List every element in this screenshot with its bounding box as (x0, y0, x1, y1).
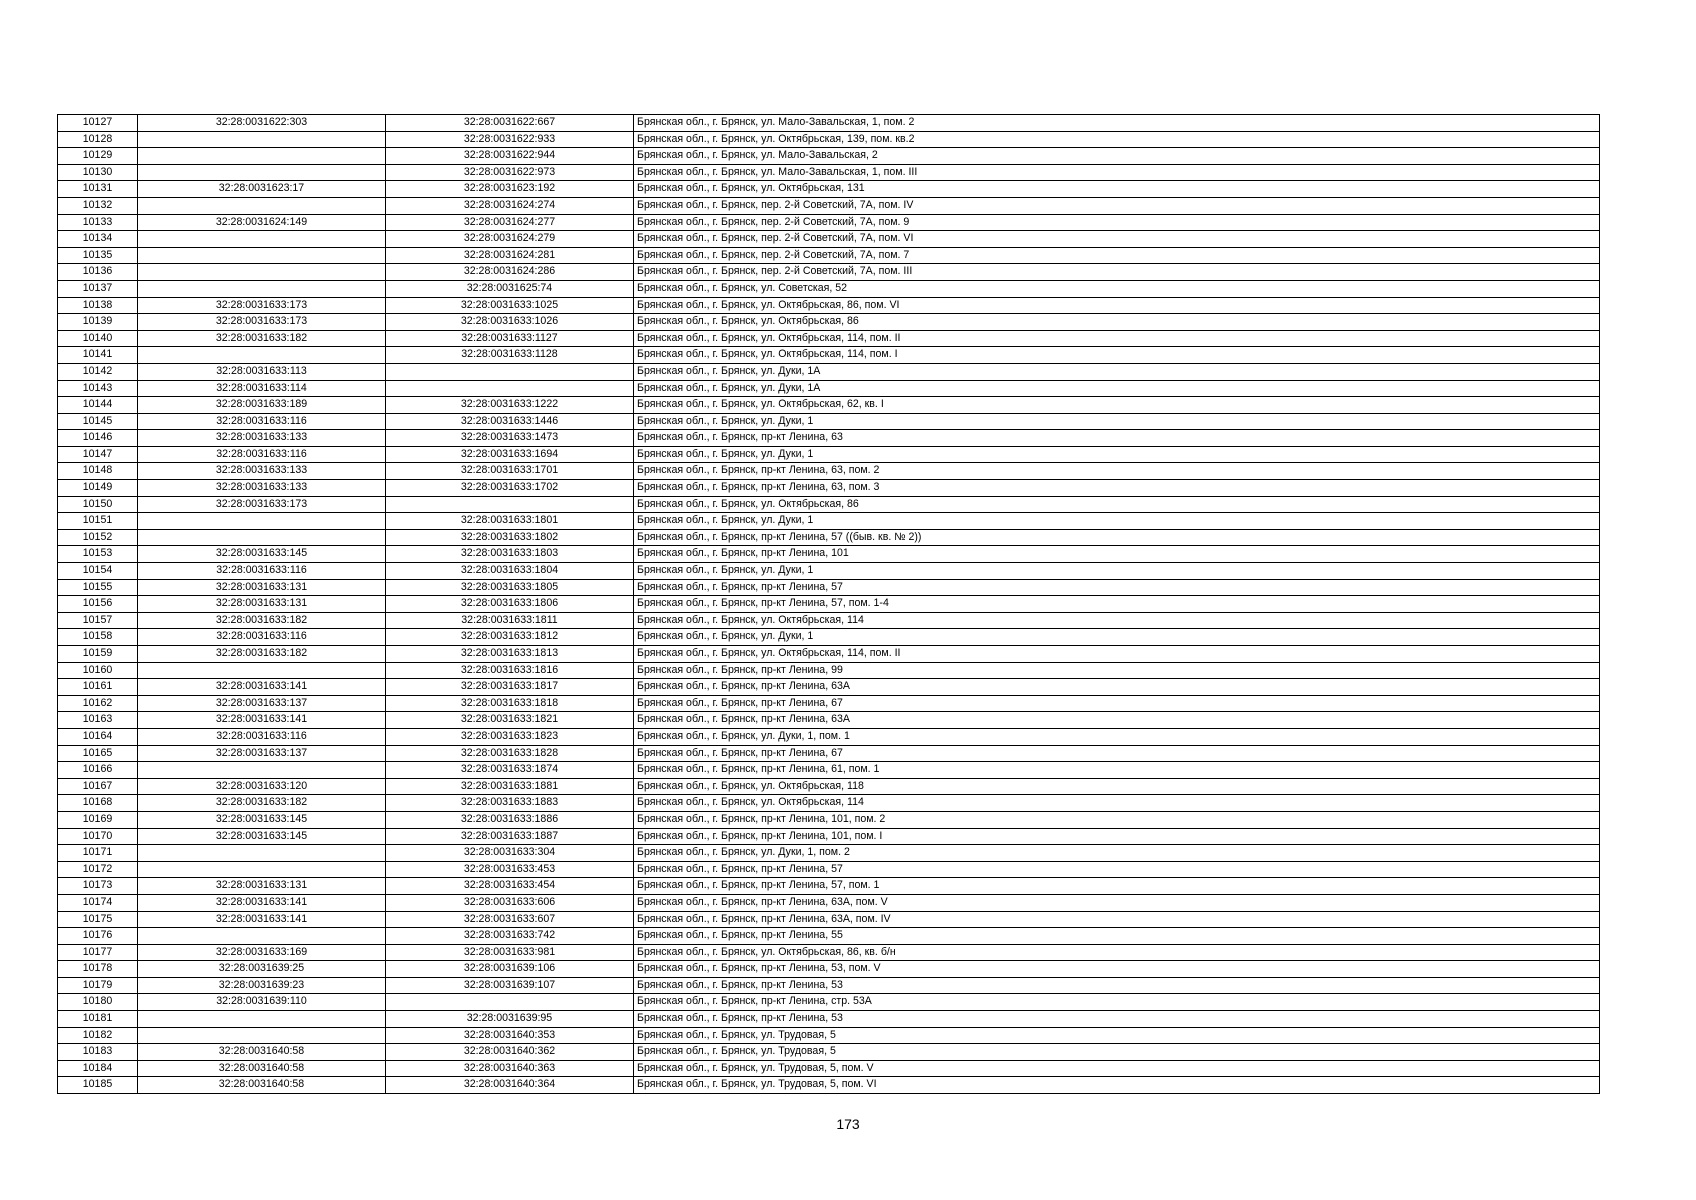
address-cell: Брянская обл., г. Брянск, ул. Дуки, 1 (634, 563, 1600, 580)
row-number-cell: 10157 (58, 612, 138, 629)
table-row (58, 463, 1600, 480)
table-row (58, 529, 1600, 546)
row-number-cell: 10143 (58, 380, 138, 397)
land-cadastral-number-cell: 32:28:0031633:141 (138, 712, 386, 729)
object-cadastral-number-cell: 32:28:0031633:1816 (386, 662, 634, 679)
row-number-cell: 10153 (58, 546, 138, 563)
land-cadastral-number-cell: 32:28:0031622:303 (138, 115, 386, 132)
row-number-cell: 10159 (58, 646, 138, 663)
table-row (58, 894, 1600, 911)
address-cell: Брянская обл., г. Брянск, пер. 2-й Советский, 7А, пом. VI (634, 231, 1600, 248)
object-cadastral-number-cell: 32:28:0031633:1127 (386, 330, 634, 347)
address-cell: Брянская обл., г. Брянск, ул. Октябрьская, 139, пом. кв.2 (634, 131, 1600, 148)
row-number-cell: 10175 (58, 911, 138, 928)
address-cell: Брянская обл., г. Брянск, ул. Октябрьская, 118 (634, 778, 1600, 795)
address-cell: Брянская обл., г. Брянск, ул. Дуки, 1 (634, 413, 1600, 430)
row-number-cell: 10155 (58, 579, 138, 596)
land-cadastral-number-cell: 32:28:0031633:173 (138, 297, 386, 314)
row-number-cell: 10178 (58, 961, 138, 978)
table-row (58, 878, 1600, 895)
land-cadastral-number-cell: 32:28:0031633:116 (138, 563, 386, 580)
cadastral-table (57, 114, 1600, 1094)
object-cadastral-number-cell (386, 363, 634, 380)
object-cadastral-number-cell: 32:28:0031624:286 (386, 264, 634, 281)
table-row (58, 363, 1600, 380)
row-number-cell: 10171 (58, 845, 138, 862)
land-cadastral-number-cell: 32:28:0031633:182 (138, 795, 386, 812)
table-row (58, 944, 1600, 961)
table-row (58, 546, 1600, 563)
land-cadastral-number-cell (138, 347, 386, 364)
table-row (58, 828, 1600, 845)
row-number-cell: 10132 (58, 197, 138, 214)
object-cadastral-number-cell: 32:28:0031633:1818 (386, 695, 634, 712)
row-number-cell: 10156 (58, 596, 138, 613)
address-cell: Брянская обл., г. Брянск, пр-кт Ленина, 57 (634, 579, 1600, 596)
address-cell: Брянская обл., г. Брянск, пр-кт Ленина, 57, пом. 1 (634, 878, 1600, 895)
address-cell: Брянская обл., г. Брянск, пр-кт Ленина, 67 (634, 695, 1600, 712)
row-number-cell: 10129 (58, 148, 138, 165)
table-row (58, 131, 1600, 148)
table-row (58, 264, 1600, 281)
table-row (58, 314, 1600, 331)
object-cadastral-number-cell: 32:28:0031624:279 (386, 231, 634, 248)
object-cadastral-number-cell: 32:28:0031633:1883 (386, 795, 634, 812)
address-cell: Брянская обл., г. Брянск, ул. Октябрьская, 131 (634, 181, 1600, 198)
table-row (58, 629, 1600, 646)
row-number-cell: 10166 (58, 762, 138, 779)
address-cell: Брянская обл., г. Брянск, пр-кт Ленина, 99 (634, 662, 1600, 679)
land-cadastral-number-cell: 32:28:0031633:141 (138, 679, 386, 696)
address-cell: Брянская обл., г. Брянск, ул. Дуки, 1А (634, 380, 1600, 397)
object-cadastral-number-cell: 32:28:0031633:1446 (386, 413, 634, 430)
object-cadastral-number-cell: 32:28:0031633:1874 (386, 762, 634, 779)
table-row (58, 330, 1600, 347)
object-cadastral-number-cell: 32:28:0031633:742 (386, 928, 634, 945)
table-row (58, 480, 1600, 497)
address-cell: Брянская обл., г. Брянск, пр-кт Ленина, 63А, пом. V (634, 894, 1600, 911)
row-number-cell: 10139 (58, 314, 138, 331)
row-number-cell: 10133 (58, 214, 138, 231)
address-cell: Брянская обл., г. Брянск, ул. Октябрьская, 86 (634, 496, 1600, 513)
table-row (58, 861, 1600, 878)
table-row (58, 695, 1600, 712)
land-cadastral-number-cell: 32:28:0031623:17 (138, 181, 386, 198)
table-row (58, 1044, 1600, 1061)
row-number-cell: 10164 (58, 728, 138, 745)
row-number-cell: 10177 (58, 944, 138, 961)
row-number-cell: 10179 (58, 977, 138, 994)
address-cell: Брянская обл., г. Брянск, пр-кт Ленина, 63, пом. 3 (634, 480, 1600, 497)
address-cell: Брянская обл., г. Брянск, пр-кт Ленина, 63 (634, 430, 1600, 447)
object-cadastral-number-cell: 32:28:0031625:74 (386, 280, 634, 297)
land-cadastral-number-cell (138, 861, 386, 878)
address-cell: Брянская обл., г. Брянск, пр-кт Ленина, 57 (634, 861, 1600, 878)
land-cadastral-number-cell: 32:28:0031633:114 (138, 380, 386, 397)
address-cell: Брянская обл., г. Брянск, пер. 2-й Советский, 7А, пом. 9 (634, 214, 1600, 231)
land-cadastral-number-cell: 32:28:0031633:145 (138, 828, 386, 845)
address-cell: Брянская обл., г. Брянск, ул. Мало-Завальская, 1, пом. III (634, 164, 1600, 181)
object-cadastral-number-cell: 32:28:0031633:1222 (386, 397, 634, 414)
row-number-cell: 10168 (58, 795, 138, 812)
table-row (58, 1077, 1600, 1094)
object-cadastral-number-cell: 32:28:0031640:362 (386, 1044, 634, 1061)
address-cell: Брянская обл., г. Брянск, ул. Октябрьская, 114, пом. I (634, 347, 1600, 364)
land-cadastral-number-cell: 32:28:0031633:182 (138, 330, 386, 347)
object-cadastral-number-cell: 32:28:0031633:607 (386, 911, 634, 928)
table-row (58, 1011, 1600, 1028)
row-number-cell: 10131 (58, 181, 138, 198)
row-number-cell: 10151 (58, 513, 138, 530)
land-cadastral-number-cell: 32:28:0031633:116 (138, 728, 386, 745)
object-cadastral-number-cell: 32:28:0031633:1881 (386, 778, 634, 795)
land-cadastral-number-cell: 32:28:0031633:173 (138, 496, 386, 513)
address-cell: Брянская обл., г. Брянск, ул. Дуки, 1А (634, 363, 1600, 380)
row-number-cell: 10134 (58, 231, 138, 248)
land-cadastral-number-cell: 32:28:0031639:23 (138, 977, 386, 994)
land-cadastral-number-cell: 32:28:0031640:58 (138, 1060, 386, 1077)
object-cadastral-number-cell: 32:28:0031633:453 (386, 861, 634, 878)
table-row (58, 197, 1600, 214)
address-cell: Брянская обл., г. Брянск, пр-кт Ленина, 53 (634, 1011, 1600, 1028)
land-cadastral-number-cell: 32:28:0031633:116 (138, 629, 386, 646)
row-number-cell: 10144 (58, 397, 138, 414)
land-cadastral-number-cell: 32:28:0031633:116 (138, 413, 386, 430)
object-cadastral-number-cell: 32:28:0031633:1025 (386, 297, 634, 314)
land-cadastral-number-cell (138, 197, 386, 214)
table-row (58, 778, 1600, 795)
table-row (58, 845, 1600, 862)
land-cadastral-number-cell: 32:28:0031633:173 (138, 314, 386, 331)
object-cadastral-number-cell: 32:28:0031633:1128 (386, 347, 634, 364)
object-cadastral-number-cell: 32:28:0031633:1821 (386, 712, 634, 729)
row-number-cell: 10165 (58, 745, 138, 762)
row-number-cell: 10140 (58, 330, 138, 347)
row-number-cell: 10138 (58, 297, 138, 314)
row-number-cell: 10161 (58, 679, 138, 696)
table-row (58, 762, 1600, 779)
address-cell: Брянская обл., г. Брянск, пр-кт Ленина, 67 (634, 745, 1600, 762)
land-cadastral-number-cell: 32:28:0031633:145 (138, 546, 386, 563)
object-cadastral-number-cell: 32:28:0031633:1828 (386, 745, 634, 762)
object-cadastral-number-cell: 32:28:0031622:667 (386, 115, 634, 132)
address-cell: Брянская обл., г. Брянск, пр-кт Ленина, 61, пом. 1 (634, 762, 1600, 779)
address-cell: Брянская обл., г. Брянск, ул. Дуки, 1 (634, 629, 1600, 646)
land-cadastral-number-cell: 32:28:0031633:133 (138, 430, 386, 447)
land-cadastral-number-cell: 32:28:0031633:141 (138, 911, 386, 928)
row-number-cell: 10169 (58, 811, 138, 828)
object-cadastral-number-cell: 32:28:0031622:944 (386, 148, 634, 165)
object-cadastral-number-cell: 32:28:0031633:1813 (386, 646, 634, 663)
row-number-cell: 10142 (58, 363, 138, 380)
address-cell: Брянская обл., г. Брянск, ул. Мало-Завальская, 2 (634, 148, 1600, 165)
object-cadastral-number-cell: 32:28:0031633:1805 (386, 579, 634, 596)
land-cadastral-number-cell: 32:28:0031633:120 (138, 778, 386, 795)
row-number-cell: 10135 (58, 247, 138, 264)
row-number-cell: 10137 (58, 280, 138, 297)
table-row (58, 811, 1600, 828)
row-number-cell: 10148 (58, 463, 138, 480)
address-cell: Брянская обл., г. Брянск, ул. Дуки, 1, пом. 2 (634, 845, 1600, 862)
address-cell: Брянская обл., г. Брянск, ул. Октябрьская, 86 (634, 314, 1600, 331)
table-row (58, 662, 1600, 679)
object-cadastral-number-cell: 32:28:0031639:106 (386, 961, 634, 978)
table-row (58, 612, 1600, 629)
land-cadastral-number-cell (138, 164, 386, 181)
table-row (58, 214, 1600, 231)
land-cadastral-number-cell (138, 131, 386, 148)
table-row (58, 977, 1600, 994)
land-cadastral-number-cell: 32:28:0031633:131 (138, 596, 386, 613)
object-cadastral-number-cell: 32:28:0031633:1804 (386, 563, 634, 580)
table-row (58, 115, 1600, 132)
object-cadastral-number-cell (386, 994, 634, 1011)
object-cadastral-number-cell: 32:28:0031622:933 (386, 131, 634, 148)
row-number-cell: 10180 (58, 994, 138, 1011)
row-number-cell: 10136 (58, 264, 138, 281)
row-number-cell: 10158 (58, 629, 138, 646)
address-cell: Брянская обл., г. Брянск, пр-кт Ленина, 57, пом. 1-4 (634, 596, 1600, 613)
land-cadastral-number-cell: 32:28:0031633:137 (138, 745, 386, 762)
address-cell: Брянская обл., г. Брянск, пр-кт Ленина, 63А, пом. IV (634, 911, 1600, 928)
object-cadastral-number-cell: 32:28:0031639:107 (386, 977, 634, 994)
object-cadastral-number-cell: 32:28:0031633:1802 (386, 529, 634, 546)
table-row (58, 911, 1600, 928)
land-cadastral-number-cell: 32:28:0031639:110 (138, 994, 386, 1011)
row-number-cell: 10163 (58, 712, 138, 729)
land-cadastral-number-cell (138, 148, 386, 165)
row-number-cell: 10141 (58, 347, 138, 364)
land-cadastral-number-cell: 32:28:0031633:131 (138, 878, 386, 895)
table-row (58, 397, 1600, 414)
address-cell: Брянская обл., г. Брянск, ул. Октябрьская, 114, пом. II (634, 330, 1600, 347)
page-number: 173 (836, 1116, 860, 1132)
table-row (58, 164, 1600, 181)
land-cadastral-number-cell (138, 247, 386, 264)
table-row (58, 579, 1600, 596)
address-cell: Брянская обл., г. Брянск, пер. 2-й Советский, 7А, пом. IV (634, 197, 1600, 214)
object-cadastral-number-cell: 32:28:0031633:1701 (386, 463, 634, 480)
land-cadastral-number-cell: 32:28:0031633:113 (138, 363, 386, 380)
row-number-cell: 10130 (58, 164, 138, 181)
object-cadastral-number-cell: 32:28:0031633:1694 (386, 446, 634, 463)
address-cell: Брянская обл., г. Брянск, пр-кт Ленина, 101, пом. I (634, 828, 1600, 845)
object-cadastral-number-cell: 32:28:0031633:1823 (386, 728, 634, 745)
table-row (58, 596, 1600, 613)
table-row (58, 380, 1600, 397)
address-cell: Брянская обл., г. Брянск, пр-кт Ленина, 63А (634, 679, 1600, 696)
address-cell: Брянская обл., г. Брянск, ул. Дуки, 1, пом. 1 (634, 728, 1600, 745)
object-cadastral-number-cell: 32:28:0031633:606 (386, 894, 634, 911)
address-cell: Брянская обл., г. Брянск, ул. Октябрьская, 114 (634, 612, 1600, 629)
address-cell: Брянская обл., г. Брянск, ул. Трудовая, 5, пом. V (634, 1060, 1600, 1077)
table-row (58, 247, 1600, 264)
address-cell: Брянская обл., г. Брянск, пр-кт Ленина, 101 (634, 546, 1600, 563)
object-cadastral-number-cell: 32:28:0031633:1811 (386, 612, 634, 629)
row-number-cell: 10162 (58, 695, 138, 712)
object-cadastral-number-cell (386, 380, 634, 397)
land-cadastral-number-cell: 32:28:0031633:133 (138, 480, 386, 497)
object-cadastral-number-cell: 32:28:0031640:364 (386, 1077, 634, 1094)
address-cell: Брянская обл., г. Брянск, пр-кт Ленина, 63А (634, 712, 1600, 729)
land-cadastral-number-cell: 32:28:0031633:145 (138, 811, 386, 828)
row-number-cell: 10147 (58, 446, 138, 463)
row-number-cell: 10154 (58, 563, 138, 580)
land-cadastral-number-cell: 32:28:0031640:58 (138, 1044, 386, 1061)
address-cell: Брянская обл., г. Брянск, ул. Дуки, 1 (634, 513, 1600, 530)
land-cadastral-number-cell: 32:28:0031633:189 (138, 397, 386, 414)
object-cadastral-number-cell: 32:28:0031633:1026 (386, 314, 634, 331)
table-row (58, 496, 1600, 513)
address-cell: Брянская обл., г. Брянск, ул. Трудовая, 5 (634, 1027, 1600, 1044)
row-number-cell: 10146 (58, 430, 138, 447)
table-row (58, 795, 1600, 812)
row-number-cell: 10167 (58, 778, 138, 795)
row-number-cell: 10149 (58, 480, 138, 497)
address-cell: Брянская обл., г. Брянск, ул. Трудовая, 5 (634, 1044, 1600, 1061)
land-cadastral-number-cell (138, 529, 386, 546)
address-cell: Брянская обл., г. Брянск, пр-кт Ленина, стр. 53А (634, 994, 1600, 1011)
table-row (58, 712, 1600, 729)
table-row (58, 1027, 1600, 1044)
object-cadastral-number-cell: 32:28:0031633:1473 (386, 430, 634, 447)
table-row (58, 513, 1600, 530)
object-cadastral-number-cell: 32:28:0031623:192 (386, 181, 634, 198)
row-number-cell: 10173 (58, 878, 138, 895)
land-cadastral-number-cell: 32:28:0031633:116 (138, 446, 386, 463)
table-row (58, 646, 1600, 663)
object-cadastral-number-cell: 32:28:0031622:973 (386, 164, 634, 181)
table-row (58, 994, 1600, 1011)
object-cadastral-number-cell: 32:28:0031624:277 (386, 214, 634, 231)
object-cadastral-number-cell: 32:28:0031633:1801 (386, 513, 634, 530)
land-cadastral-number-cell (138, 845, 386, 862)
table-row (58, 446, 1600, 463)
object-cadastral-number-cell (386, 496, 634, 513)
object-cadastral-number-cell: 32:28:0031640:363 (386, 1060, 634, 1077)
table-row (58, 928, 1600, 945)
object-cadastral-number-cell: 32:28:0031633:1817 (386, 679, 634, 696)
object-cadastral-number-cell: 32:28:0031633:454 (386, 878, 634, 895)
land-cadastral-number-cell: 32:28:0031633:131 (138, 579, 386, 596)
table-row (58, 1060, 1600, 1077)
land-cadastral-number-cell (138, 928, 386, 945)
address-cell: Брянская обл., г. Брянск, ул. Мало-Завальская, 1, пом. 2 (634, 115, 1600, 132)
row-number-cell: 10170 (58, 828, 138, 845)
land-cadastral-number-cell: 32:28:0031633:137 (138, 695, 386, 712)
land-cadastral-number-cell (138, 513, 386, 530)
object-cadastral-number-cell: 32:28:0031633:1806 (386, 596, 634, 613)
row-number-cell: 10183 (58, 1044, 138, 1061)
row-number-cell: 10128 (58, 131, 138, 148)
object-cadastral-number-cell: 32:28:0031639:95 (386, 1011, 634, 1028)
object-cadastral-number-cell: 32:28:0031624:281 (386, 247, 634, 264)
address-cell: Брянская обл., г. Брянск, пр-кт Ленина, 63, пом. 2 (634, 463, 1600, 480)
address-cell: Брянская обл., г. Брянск, ул. Октябрьская, 114 (634, 795, 1600, 812)
table-row (58, 563, 1600, 580)
address-cell: Брянская обл., г. Брянск, ул. Дуки, 1 (634, 446, 1600, 463)
row-number-cell: 10185 (58, 1077, 138, 1094)
land-cadastral-number-cell: 32:28:0031633:169 (138, 944, 386, 961)
row-number-cell: 10174 (58, 894, 138, 911)
table-row (58, 347, 1600, 364)
land-cadastral-number-cell: 32:28:0031633:182 (138, 646, 386, 663)
land-cadastral-number-cell (138, 231, 386, 248)
land-cadastral-number-cell: 32:28:0031640:58 (138, 1077, 386, 1094)
object-cadastral-number-cell: 32:28:0031640:353 (386, 1027, 634, 1044)
table-row (58, 280, 1600, 297)
address-cell: Брянская обл., г. Брянск, ул. Советская, 52 (634, 280, 1600, 297)
address-cell: Брянская обл., г. Брянск, ул. Октябрьская, 62, кв. I (634, 397, 1600, 414)
address-cell: Брянская обл., г. Брянск, пер. 2-й Советский, 7А, пом. 7 (634, 247, 1600, 264)
address-cell: Брянская обл., г. Брянск, пер. 2-й Советский, 7А, пом. III (634, 264, 1600, 281)
land-cadastral-number-cell: 32:28:0031633:133 (138, 463, 386, 480)
object-cadastral-number-cell: 32:28:0031633:981 (386, 944, 634, 961)
row-number-cell: 10182 (58, 1027, 138, 1044)
address-cell: Брянская обл., г. Брянск, ул. Октябрьская, 114, пом. II (634, 646, 1600, 663)
address-cell: Брянская обл., г. Брянск, пр-кт Ленина, 53 (634, 977, 1600, 994)
object-cadastral-number-cell: 32:28:0031633:1812 (386, 629, 634, 646)
land-cadastral-number-cell (138, 264, 386, 281)
object-cadastral-number-cell: 32:28:0031624:274 (386, 197, 634, 214)
row-number-cell: 10172 (58, 861, 138, 878)
row-number-cell: 10150 (58, 496, 138, 513)
row-number-cell: 10160 (58, 662, 138, 679)
table-body (58, 115, 1600, 1094)
object-cadastral-number-cell: 32:28:0031633:1803 (386, 546, 634, 563)
row-number-cell: 10181 (58, 1011, 138, 1028)
table-row (58, 413, 1600, 430)
land-cadastral-number-cell: 32:28:0031633:182 (138, 612, 386, 629)
land-cadastral-number-cell (138, 280, 386, 297)
land-cadastral-number-cell (138, 662, 386, 679)
row-number-cell: 10176 (58, 928, 138, 945)
table-row (58, 961, 1600, 978)
object-cadastral-number-cell: 32:28:0031633:1887 (386, 828, 634, 845)
address-cell: Брянская обл., г. Брянск, ул. Октябрьская, 86, пом. VI (634, 297, 1600, 314)
address-cell: Брянская обл., г. Брянск, пр-кт Ленина, 57 ((быв. кв. № 2)) (634, 529, 1600, 546)
table-row (58, 430, 1600, 447)
land-cadastral-number-cell: 32:28:0031639:25 (138, 961, 386, 978)
row-number-cell: 10145 (58, 413, 138, 430)
table-row (58, 181, 1600, 198)
table-row (58, 728, 1600, 745)
table-row (58, 231, 1600, 248)
row-number-cell: 10152 (58, 529, 138, 546)
table-row (58, 148, 1600, 165)
table-row (58, 745, 1600, 762)
land-cadastral-number-cell: 32:28:0031624:149 (138, 214, 386, 231)
object-cadastral-number-cell: 32:28:0031633:304 (386, 845, 634, 862)
row-number-cell: 10127 (58, 115, 138, 132)
address-cell: Брянская обл., г. Брянск, ул. Октябрьская, 86, кв. б/н (634, 944, 1600, 961)
address-cell: Брянская обл., г. Брянск, пр-кт Ленина, 101, пом. 2 (634, 811, 1600, 828)
address-cell: Брянская обл., г. Брянск, пр-кт Ленина, 55 (634, 928, 1600, 945)
address-cell: Брянская обл., г. Брянск, ул. Трудовая, 5, пом. VI (634, 1077, 1600, 1094)
land-cadastral-number-cell (138, 1027, 386, 1044)
object-cadastral-number-cell: 32:28:0031633:1702 (386, 480, 634, 497)
land-cadastral-number-cell (138, 1011, 386, 1028)
land-cadastral-number-cell (138, 762, 386, 779)
address-cell: Брянская обл., г. Брянск, пр-кт Ленина, 53, пом. V (634, 961, 1600, 978)
table-row (58, 297, 1600, 314)
land-cadastral-number-cell: 32:28:0031633:141 (138, 894, 386, 911)
row-number-cell: 10184 (58, 1060, 138, 1077)
table-row (58, 679, 1600, 696)
object-cadastral-number-cell: 32:28:0031633:1886 (386, 811, 634, 828)
